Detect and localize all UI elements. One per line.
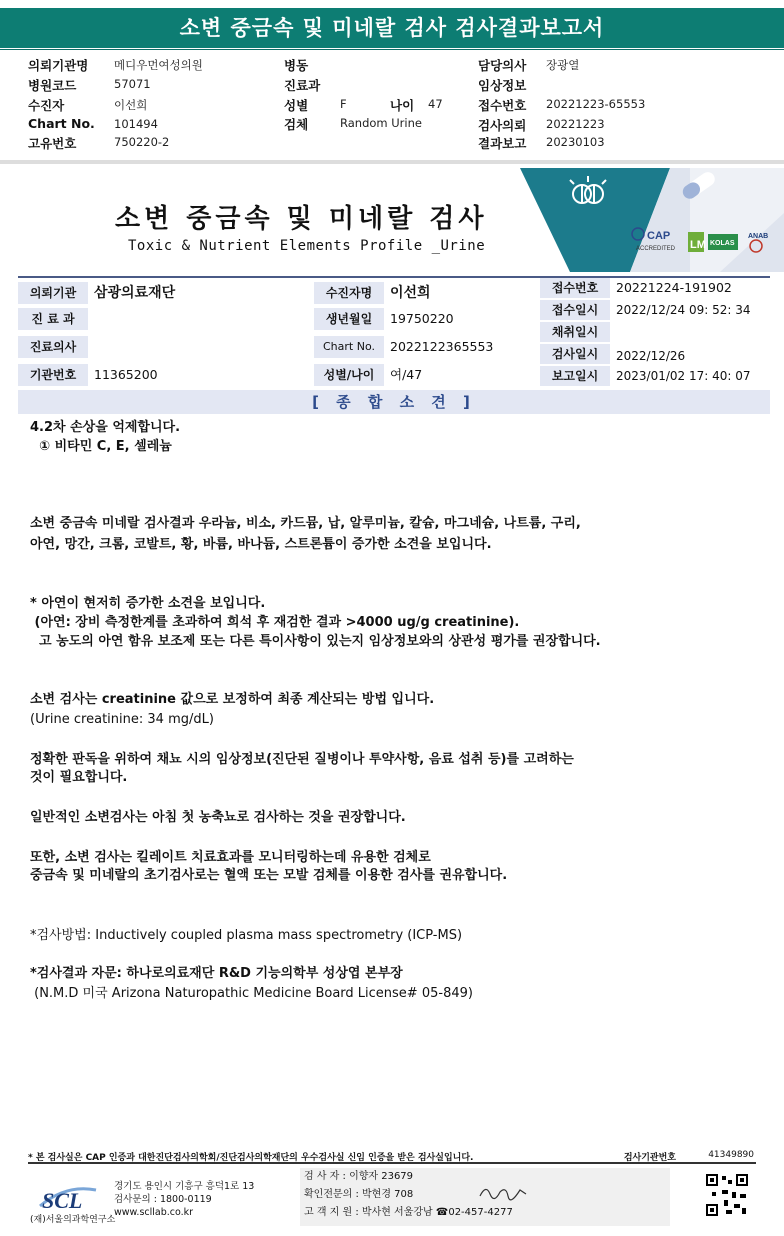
meta-value: 57071 bbox=[114, 77, 151, 91]
body-line: (아연: 장비 측정한계를 초과하여 희석 후 재검한 결과 >4000 ug/g creatinine). bbox=[30, 615, 520, 630]
lab-number: 41349890 bbox=[708, 1150, 754, 1160]
info-value: 11365200 bbox=[94, 367, 158, 382]
meta-value: F bbox=[340, 97, 347, 111]
body-line: 것이 필요합니다. bbox=[30, 770, 128, 785]
anab-logo-text: ANAB bbox=[748, 233, 769, 240]
info-value: 20221224-191902 bbox=[616, 280, 732, 295]
info-label: 채취일시 bbox=[540, 322, 610, 342]
lm-logo-text: LM bbox=[690, 239, 706, 251]
body-line: 소변 중금속 미네랄 검사결과 우라늄, 비소, 카드뮴, 납, 알루미늄, 칼슘, 마그네슘, 나트륨, 구리, bbox=[30, 516, 581, 531]
body-line: (Urine creatinine: 34 mg/dL) bbox=[30, 712, 214, 727]
meta-label: 의뢰기관명 bbox=[28, 58, 89, 73]
meta-label: 임상정보 bbox=[478, 78, 527, 93]
meta-value: 47 bbox=[428, 97, 443, 111]
lab-number-label: 검사기관번호 bbox=[623, 1153, 676, 1163]
info-value: 2022/12/26 bbox=[616, 349, 686, 363]
info-label: 접수일시 bbox=[540, 300, 610, 320]
meta-block bbox=[0, 54, 784, 154]
meta-value: 장광열 bbox=[546, 58, 580, 72]
lm-logo bbox=[688, 232, 706, 252]
meta-label: 병원코드 bbox=[28, 78, 77, 93]
scl-logo-text: SCL bbox=[42, 1188, 83, 1213]
info-value: 2022122365553 bbox=[390, 339, 494, 354]
header-decoration bbox=[520, 168, 784, 272]
cap-accredited-text: ACCREDITED bbox=[636, 246, 676, 252]
info-label: 검사일시 bbox=[540, 344, 610, 364]
body-line: (N.M.D 미국 Arizona Naturopathic Medicine Board License# 05-849) bbox=[30, 986, 473, 1001]
body-line: *검사결과 자문: 하나로의료재단 R&D 기능의학부 성상엽 본부장 bbox=[30, 966, 403, 981]
lab-phone: 검사문의 : 1800-0119 bbox=[114, 1194, 212, 1205]
meta-label: Chart No. bbox=[28, 116, 95, 131]
body-line: 일반적인 소변검사는 아침 첫 농축뇨로 검사하는 것을 권장합니다. bbox=[30, 810, 406, 825]
report-title: 소변 중금속 및 미네랄 검사 검사결과보고서 bbox=[0, 8, 784, 48]
meta-label: 진료과 bbox=[284, 78, 321, 93]
info-label: 생년월일 bbox=[314, 308, 384, 330]
kolas-logo bbox=[708, 234, 738, 250]
info-value bbox=[90, 308, 310, 330]
footer-cert-bar bbox=[28, 1150, 756, 1164]
body-line: ① 비타민 C, E, 셀레늄 bbox=[30, 439, 172, 454]
lab-address: 경기도 용인시 기흥구 흥덕1로 13 bbox=[114, 1181, 255, 1192]
info-label: 접수번호 bbox=[540, 278, 610, 298]
body-line: 정확한 판독을 위하여 채뇨 시의 임상정보(진단된 질병이나 투약사항, 음료 섭취 등)를 고려하는 bbox=[30, 752, 574, 767]
test-title: 소변 중금속 및 미네랄 검사 bbox=[115, 204, 488, 234]
meta-label: 고유번호 bbox=[28, 136, 77, 151]
meta-label: 성별 bbox=[284, 98, 309, 113]
meta-value: 이선희 bbox=[114, 98, 148, 112]
info-value: 2023/01/02 17: 40: 07 bbox=[616, 369, 751, 383]
report-header bbox=[0, 0, 784, 50]
meta-value: 750220-2 bbox=[114, 135, 170, 149]
meta-label: 병동 bbox=[284, 58, 309, 73]
info-label: 의뢰기관 bbox=[18, 282, 88, 304]
meta-label: 나이 bbox=[390, 98, 415, 113]
lab-website: www.scllab.co.kr bbox=[114, 1207, 194, 1218]
cap-logo-text: CAP bbox=[647, 230, 671, 242]
info-label: 진 료 과 bbox=[18, 308, 88, 330]
info-value: 삼광의료재단 bbox=[94, 285, 176, 301]
summary-header: [ 종 합 소 견 ] bbox=[18, 390, 770, 414]
meta-value: 20221223-65553 bbox=[546, 97, 646, 111]
body-line: * 아연이 현저히 증가한 소견을 보입니다. bbox=[30, 596, 266, 611]
tester: 검 사 자 : 이향자 23679 bbox=[304, 1171, 414, 1182]
meta-label: 접수번호 bbox=[478, 98, 527, 113]
meta-label: 수진자 bbox=[28, 98, 65, 113]
body-line: 중금속 및 미네랄의 초기검사로는 혈액 또는 모발 검체를 이용한 검사를 권유합니다. bbox=[30, 868, 508, 883]
info-value: 19750220 bbox=[390, 311, 454, 326]
info-label: 수진자명 bbox=[314, 282, 384, 304]
meta-value: 101494 bbox=[114, 117, 158, 131]
meta-label: 검사의뢰 bbox=[478, 118, 527, 133]
body-line: 아연, 망간, 크롬, 코발트, 황, 바륨, 바나듐, 스트론튬이 증가한 소견을 보입니다. bbox=[30, 537, 492, 552]
info-value bbox=[90, 336, 310, 358]
info-label: 성별/나이 bbox=[314, 364, 384, 386]
info-value: 이선희 bbox=[390, 285, 431, 301]
body-line: 소변 검사는 creatinine 값으로 보정하여 최종 계산되는 방법 입니다. bbox=[30, 692, 435, 707]
info-value: 여/47 bbox=[390, 367, 423, 382]
signature-icon bbox=[478, 1182, 528, 1204]
meta-label: 결과보고 bbox=[478, 136, 527, 151]
scl-logo bbox=[36, 1176, 100, 1216]
qr-code-icon[interactable] bbox=[704, 1172, 750, 1218]
report-footer bbox=[28, 1150, 756, 1230]
info-label: 진료의사 bbox=[18, 336, 88, 358]
test-subtitle: Toxic & Nutrient Elements Profile _Urine bbox=[128, 238, 486, 254]
meta-value: 20230103 bbox=[546, 135, 605, 149]
info-label: 기관번호 bbox=[18, 364, 88, 386]
info-label: 보고일시 bbox=[540, 366, 610, 386]
staff-block bbox=[300, 1168, 670, 1226]
meta-value: 메디우먼여성의원 bbox=[114, 58, 203, 72]
body-line: *검사방법: Inductively coupled plasma mass spectrometry (ICP-MS) bbox=[30, 928, 463, 943]
lab-org-name: (재)서울의과학연구소 bbox=[30, 1215, 116, 1225]
patient-info-table bbox=[18, 276, 770, 386]
meta-label: 검체 bbox=[284, 117, 309, 132]
meta-value: 20221223 bbox=[546, 117, 605, 131]
meta-value: Random Urine bbox=[340, 116, 422, 130]
body-line: 4.2차 손상을 억제합니다. bbox=[30, 420, 181, 435]
certification-text: * 본 검사실은 CAP 인증과 대한진단검사의학회/진단검사의학재단의 우수검사실 신임 인증을 받은 검사실입니다. bbox=[28, 1153, 474, 1163]
body-line: 고 농도의 아연 함유 보조제 또는 다른 특이사항이 있는지 임상정보와의 상관성 평가를 권장합니다. bbox=[30, 634, 601, 649]
info-value: 2022/12/24 09: 52: 34 bbox=[616, 303, 751, 317]
body-line: 또한, 소변 검사는 킬레이트 치료효과를 모니터링하는데 유용한 검체로 bbox=[30, 850, 431, 865]
customer-support: 고 객 지 원 : 박사현 서울강남 ☎02-457-4277 bbox=[304, 1207, 513, 1218]
meta-label: 담당의사 bbox=[478, 58, 527, 73]
info-label: Chart No. bbox=[314, 336, 384, 358]
specialist: 확인전문의 : 박현경 708 bbox=[304, 1189, 414, 1200]
lab-address-block bbox=[114, 1180, 254, 1219]
kolas-logo-text: KOLAS bbox=[710, 240, 735, 247]
test-header bbox=[0, 168, 784, 272]
info-value bbox=[612, 322, 770, 342]
section-divider bbox=[0, 160, 784, 164]
